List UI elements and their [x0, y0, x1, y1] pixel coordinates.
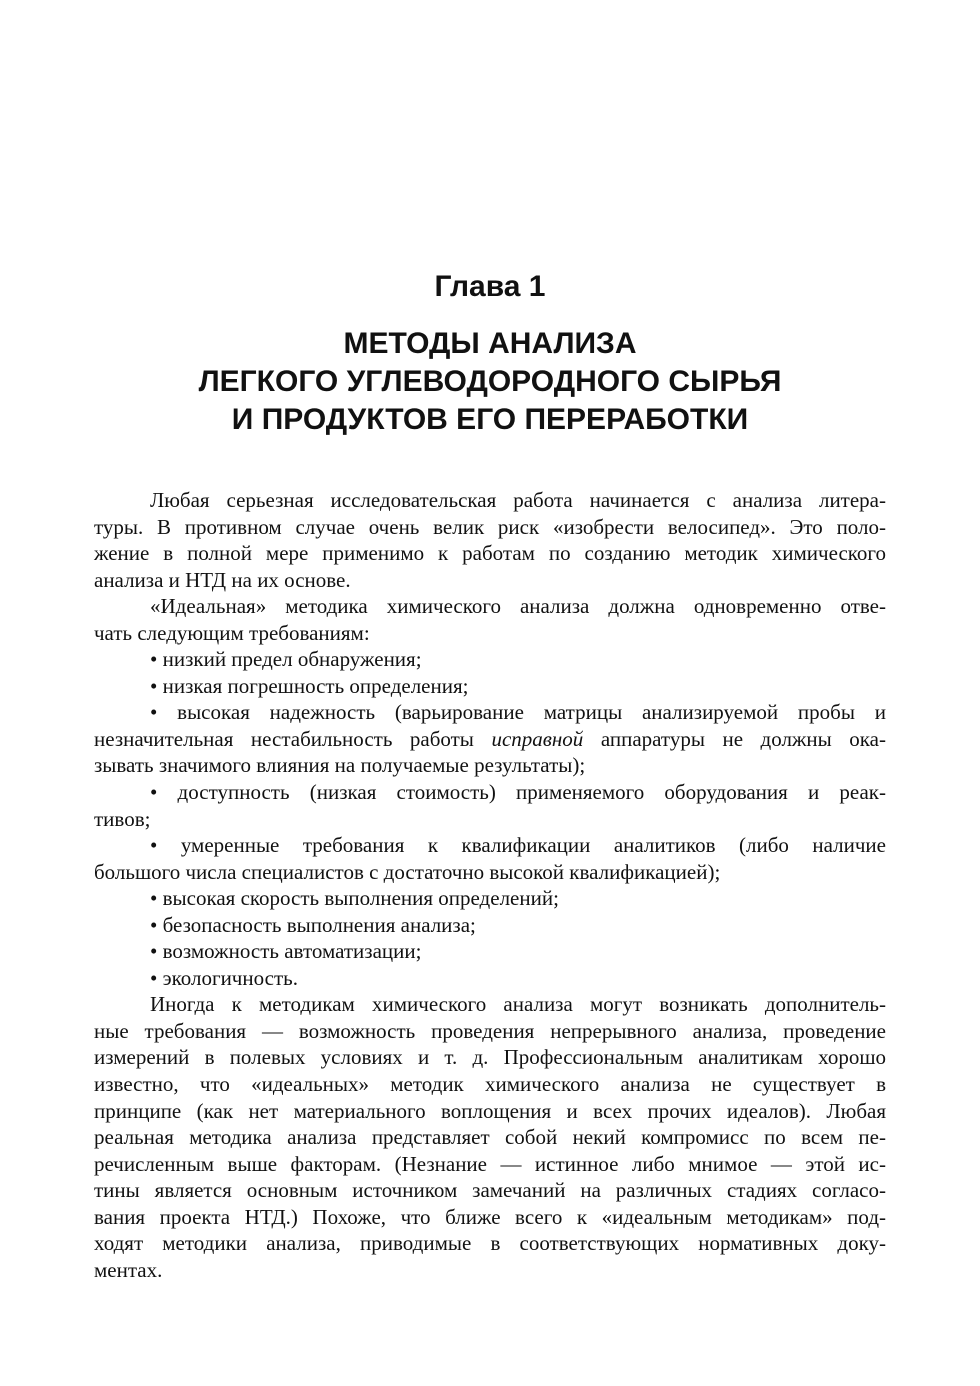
- text-line: зывать значимого влияния на получаемые результаты);: [94, 753, 586, 778]
- chapter-title: [0, 325, 980, 439]
- text-line: ные требования — возможность проведения непрерывного анализа, проведение: [94, 1018, 886, 1043]
- text-line: • экологичность.: [150, 965, 298, 990]
- chapter-number: Глава 1: [434, 270, 546, 303]
- text-line: измерений в полевых условиях и т. д. Профессиональным аналитикам хорошо: [94, 1045, 886, 1070]
- paragraph: [94, 991, 886, 1283]
- text-line: большого числа специалистов с достаточно высокой квалификацией);: [94, 859, 721, 884]
- body-text: [94, 487, 886, 1283]
- text-line: туры. В противном случае очень велик риск «изобрести велосипед». Это поло-: [94, 514, 886, 539]
- text-line: • доступность (низкая стоимость) применяемого оборудования и реак-: [150, 780, 886, 805]
- text-line: • возможность автоматизации;: [150, 939, 422, 964]
- text-line: • низкая погрешность определения;: [150, 673, 469, 698]
- bullet-item: [94, 912, 886, 939]
- paragraph: [94, 487, 886, 593]
- bullet-item: [94, 938, 886, 965]
- chapter-title-line: ЛЕГКОГО УГЛЕВОДОРОДНОГО СЫРЬЯ: [198, 365, 782, 398]
- text-line: тины является основным источником замечаний на различных стадиях согласо-: [94, 1178, 886, 1203]
- bullet-item: [94, 699, 886, 779]
- text-line: Любая серьезная исследовательская работа начинается с анализа литера-: [150, 488, 886, 512]
- text-line: жение в полной мере применимо к работам по созданию методик химического: [94, 541, 886, 566]
- text-line: • умеренные требования к квалификации аналитиков (либо наличие: [150, 833, 886, 858]
- text-line: • низкий предел обнаружения;: [150, 647, 422, 672]
- text-line: тивов;: [94, 806, 151, 831]
- bullet-item: [94, 646, 886, 673]
- text-line: вания проекта НТД.) Похоже, что ближе всего к «идеальным методикам» под-: [94, 1204, 886, 1229]
- emphasis: исправной: [491, 726, 584, 751]
- text-segment: аппаратуры не должны ока-: [583, 726, 886, 751]
- bullet-item: [94, 673, 886, 700]
- text-line: принципе (как нет материального воплощения и всех прочих идеалов). Любая: [94, 1098, 886, 1123]
- paragraph: [94, 593, 886, 646]
- text-line: [94, 726, 886, 753]
- text-line: ментах.: [94, 1257, 163, 1282]
- text-line: • высокая надежность (варьирование матрицы анализируемой пробы и: [150, 700, 886, 725]
- bullet-item: [94, 832, 886, 885]
- text-line: чать следующим требованиям:: [94, 620, 370, 645]
- text-line: • безопасность выполнения анализа;: [150, 912, 476, 937]
- bullet-item: [94, 779, 886, 832]
- text-line: реальная методика анализа представляет собой некий компромисс по всем пе-: [94, 1125, 886, 1150]
- chapter-title-line: И ПРОДУКТОВ ЕГО ПЕРЕРАБОТКИ: [231, 403, 749, 436]
- text-line: ходят методики анализа, приводимые в соответствующих нормативных доку-: [94, 1231, 886, 1256]
- chapter-title-line: МЕТОДЫ АНАЛИЗА: [343, 327, 637, 360]
- bullet-item: [94, 965, 886, 992]
- text-line: Иногда к методикам химического анализа могут возникать дополнитель-: [150, 992, 886, 1017]
- text-line: анализа и НТД на их основе.: [94, 567, 351, 592]
- text-line: известно, что «идеальных» методик химического анализа не существует в: [94, 1072, 886, 1097]
- text-segment: незначительная нестабильность работы: [94, 726, 492, 751]
- text-line: речисленным выше факторам. (Незнание — истинное либо мнимое — этой ис-: [94, 1151, 886, 1176]
- text-line: • высокая скорость выполнения определений;: [150, 886, 559, 911]
- text-line: «Идеальная» методика химического анализа должна одновременно отве-: [150, 594, 886, 619]
- bullet-item: [94, 885, 886, 912]
